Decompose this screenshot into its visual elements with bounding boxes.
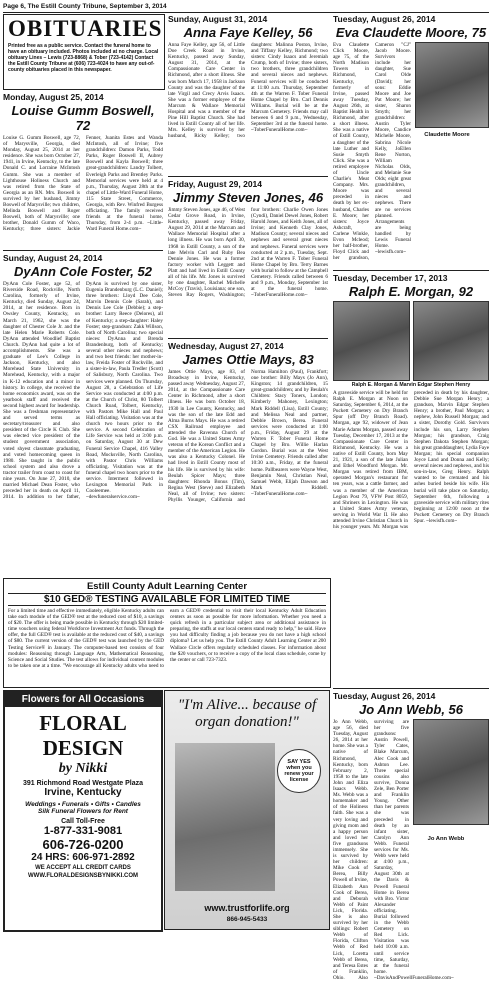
florist-tollfree-label: Call Toll-Free xyxy=(61,818,105,825)
obit-text: DyAnn Cole Foster, age 52, of Riverside Road, Rockville, North Carolina, formerly of Irvine, Kentucky, died Sunday, August 24, 2014, at her residence. Born in Owsley County, Kentucky, on March 21, 1962, she was the daughter of Chester Cole Jr. and the late Helen Marie Roberts Cole. DyAnn attended Woodlief Baptist Church. DyAnn had quite a lot of accomplishments. She was a graduate of Lee's College in Jackson, Kentucky, and also Morehead State University in Morehead, Kentucky, with a major in K-12 education and a minor in history. In college, she received the home economics award, was on the yearbook staff and received the second highest award for leadership. She was a freshman representative and served terms as secretary/treasurer and also president of the Circle K Club. She was elected vice president of the student government association, voted shyest classmate graduating, and voted homecoming queen in 1980. She taught in the public school system and also drove a tractor trailer from coast to coast for nine years. On June 27, 2010, she married Michael Dean Foster, who preceded her in death on April 11, 2014. In addition to her father, DyAnn is survived by one sister, Eugenia Brandenburg (L.C. Daniel); three brothers: Lloyd Dee Cole, Marvin Dennis Cole (Sarah), and Dennis Lee Cole (Debbie); a step-brother: Larry Reece (Delores), all of Kentucky; a step-daughter: Haley Foster; step-grandson: Zakk Willson, both of North Carolina; two special nieces: DyAnna and Brenda Brandenburg, both of Kentucky; several other nieces and nephews; and two best friends: her mother-in-law, Freida Foster of Rockville, and a sister-in-law, Paula Tredler (Scott) of Salisbury, North Carolina. Two services were planned. On Thursday, August 28, a Celebration of Life Service was conducted at 4:00 p.m. at the Church of Christ, 80 Tolbert Church Road, Tolbert, Kentucky, with Pastors Mike Hall and Paul Hall officiating. Visitation was at the church two hours prior to the service. A second Celebration of Life Service was held at 3:00 p.m. on Saturday, August 30 at Dew Funeral Service Chapel, 416 Valley Road, Mocksville, North Carolina, with Pastor Chris Williams officiating. Visitation was at the funeral chapel two hours prior to the service. Interment followed in Lexington Memorial Park in Cooleemee. ~dewfuneralservice.com~ xyxy=(3,281,163,501)
florist-local-phone: 606-726-0200 xyxy=(42,837,124,852)
florist-cards: WE ACCEPT ALL CREDIT CARDS xyxy=(35,865,131,871)
photo-caption-morgan: Ralph E. Morgan & Marvin Edgar Stephen Henry xyxy=(351,382,471,388)
obit-text: Eva Claudette Click Moore, age 75, of the North Madison Towers in Richmond, Kentucky, formerly of Irvine, passed away Tuesday, August 26th, at Baptist Health in Richmond, after a short illness. She was a native of Estill County, a daughter of the late Luther and Susie Smyth Click. She was a retired employee of Uncle Charlie's Meat Company. Mrs. Moore was preceded in death by her ex-husband, Charles E. Moore; her sisters: Joyce Ashcraft, Carlene Winkle, Evon Mcleod; her half-brother, Floyd Click and her grandson, Cameron "CJ" Jacob Moore. Survivors include her daughter, Sue Carol Olde (David); her sons: Eddie Moore and Joe Pat Moore; her sister, Sharon Smyth; her grandchildren: Austin Tyler Moore, Candice Michelle Moore, Sabrina Nicole Kelly, JoEllen Rene Norton, William Nicholas Olds, and Melanie Sue Olds; eight great grandchildren, and several nieces and nephews. There are no services planned. Arrangements are being handled by Lewis Funeral Home. ~lewisfh.com~ xyxy=(333,42,411,262)
organ-person-photo xyxy=(175,743,275,891)
obit-name: Jo Ann Webb, 56 xyxy=(358,702,463,717)
florist-subname: by Nikki xyxy=(58,761,108,776)
obituaries-notice: Printed free as a public service. Contact the funeral home to have an obituary included. Photos included at no charge. Local obituary Lines – Lewis (723-8868) & Tober (723-4142) Contact the Estill County Tribune at (606) 723-4024 to have any out-of-county obituaries placed in this newspaper. xyxy=(8,43,159,73)
organ-badge: SAY YES when you renew your license xyxy=(277,749,321,793)
photo-caption-moore: Claudette Moore xyxy=(424,132,470,138)
obit-date: Tuesday, December 17, 2013 xyxy=(333,273,448,283)
organ-website: www.trustforlife.org xyxy=(204,903,290,913)
obit-jones xyxy=(168,176,328,337)
obituaries-box xyxy=(3,14,165,90)
florist-services: Weddings • Funerals • Gifts • Candles xyxy=(25,801,141,808)
obit-text: James Ottie Mays, age 83, of Broadway in Irvine, Kentucky, passed away Wednesday, August 27, 2014, at the Compassionate Care Center in Richmond, after a short illness. He was born October 18, 1930 in Lee County, Kentucky, and was the son of the late Edd and Alma Burns Mays. He was a retired CSX Railroad employee and attended the Ravenna Church of God. He was a United States Army veteran of the Korean Conflict and a member of the American Legion. He was also a Kentucky Colonel. He had lived in Estill County most of his life. He is survived by his wife: Beulah Spicer Mays; three daughters: Rhonda Bonus (Tim), Regina West (Steve) and Elizabeth Neal, all of Irvine; two sisters: Phyllis Younger, California and Norma Hamilton (Paul), Frankfort; one brother: Billy Mays (Jo Ann), Kingston; 14 grandchildren, 15 great-grandchildren; and by Beulah's Children: Stacy Toners, London; Kimberly Mahoney, Lexington; Mark Riddell (Lisa), Estill County; and Melissa Neal and partner, Debbie Brown, Berea. Funeral services were conducted at 1:00 p.m., Friday, August 29 at the Warren F. Tober Funeral Home Chapel by Bro. Willie Harlan Gordon. Burial was at the West Irvine Cemetery. Friends called after 10:30 a.m., Friday, at the funeral home. Pallbearers were Wayne West, Benjamin Neal, Christian Neal, Samuel Webb, Elijah Dawson and Mark Riddell. ~ToberFuneralHome.com~ xyxy=(168,369,328,503)
obit-boswell xyxy=(3,92,163,248)
florist-city: Irvine, Kentucky xyxy=(44,787,122,798)
obit-date: Friday, August 29, 2014 xyxy=(168,179,263,189)
obit-date: Sunday, August 24, 2014 xyxy=(3,253,103,263)
obit-kelley xyxy=(168,14,328,174)
florist-ad xyxy=(3,690,163,932)
organ-donation-ad xyxy=(164,690,330,930)
obit-name: Ralph E. Morgan, 92 xyxy=(348,284,474,299)
obit-text: A graveside service will be held for Ralph E. Morgan at Noon on Saturday, September 6, 2014, at the Puckett Cemetery on Dry Branch Spur (off Dry Branch Road). Morgan, age 92, widower of Jean Marie Adams Morgan, passed away Tuesday, December 17, 2013 at the Compassionate Care Center in Richmond, Kentucky. He was a native of Estill County, born May 21, 1921, a son of the late Julian and Ethel Woodford Morgan. Mr. Morgan was retired from IBM, operated Morgan's restaurant for ten years, was a cattle farmer, and was a member of the American Legion Post 79, VFW Post 8059, and Shriners in Lexington. He was a United States Army veteran, serving in World War II. He also attended Irvine Christian Church in his younger years. Mr. Morgan was preceded in death by his daughter, Debbie Sue Morgan Henry; a grandson, Marvin Edgar Stephen Henry; a brother, Paul Morgan; a nephew, John Russell Morgan; and a sister, Dorothy Gold. Survivors include his son, Larry Stephen Morgan; his grandson, Craig Stephen Dakota Stephen Morgan; his great granddaughter, Lydia Faye Morgan; his special companion Joyce Land and Donna and Kelly; several nieces and nephews, and his son-in-law, Greg Henry. Ralph wanted to be cremated and his ashes buried beside his wife. His burial will take place on Saturday, September 6th, following a graveside service with military rites beginning at 12:00 noon at the Puckett Cemetery on Dry Branch Spur. ~lewisfh.com~ xyxy=(333,390,489,531)
organ-phone: 866-945-5433 xyxy=(226,916,268,923)
florist-tagline: Flowers for All Occasions xyxy=(5,692,161,707)
claudette-moore-photo xyxy=(415,42,489,128)
ged-org: Estill County Adult Learning Center xyxy=(86,581,248,592)
ged-headline: $10 GED® TESTING AVAILABLE FOR LIMITED TIME xyxy=(8,593,326,606)
ralph-morgan-photo xyxy=(333,301,410,381)
obit-name: Eva Claudette Moore, 75 xyxy=(335,25,487,40)
jo-ann-webb-photo xyxy=(413,719,489,825)
obit-morgan xyxy=(333,270,489,541)
obit-date: Sunday, August 31, 2014 xyxy=(168,14,268,24)
obit-foster xyxy=(3,250,163,575)
florist-name: FLORAL DESIGN xyxy=(39,711,127,760)
obit-name: James Ottie Mays, 83 xyxy=(182,352,314,367)
photo-caption-webb: Jo Ann Webb xyxy=(427,836,465,842)
obit-name: Anna Faye Kelley, 56 xyxy=(183,25,313,40)
obit-date: Wednesday, August 27, 2014 xyxy=(168,341,284,351)
page-header xyxy=(3,2,489,13)
obit-mays xyxy=(168,338,328,575)
obit-webb xyxy=(333,688,489,981)
obit-name: DyAnn Cole Foster, 52 xyxy=(14,264,152,279)
florist-tollfree-phone: 1-877-331-9081 xyxy=(43,825,123,837)
obit-name: Louise Gumm Boswell, 72 xyxy=(11,103,155,133)
obit-name: Jimmy Steven Jones, 46 xyxy=(172,190,324,205)
obit-text: Anna Faye Kelley, age 56, of Little Doe Creek Road in Irvine, Kentucky, passed away Sunday, August 31, 2014, at the Compassionate Care Center in Richmond, after a short illness. She was born March 17, 1958 in Jackson County and was the daughter of the late Virgil and Crecy Arvis Isaacs. She was a former employee of the Marcum & Wallace Memorial Hospital and was a member of the Pine Hill Baptist Church. She had lived in Estill County all of her life. Mrs. Kelley is survived by her husband, Ricky Kelley; two daughters: Malinna Poston, Irvine, and Tiffany Kelley, Richmond; two sisters: Cindy Isaacs and Jeremiah Crump, both of Irvine; three sisters, two brothers, three grandchildren and several nieces and nephews. Funeral services will be conducted at 11:00 a.m. Thursday, September 4th at the Warren F. Tober Funeral Home Chapel by Bro. Carl Dennis Williams. Burial will be at the Marcum Cemetery. Friends may call between 6 and 9 p.m., Wednesday, September 3rd at the funeral home. ~ToberFuneralHome.com~ xyxy=(168,42,328,140)
ged-ad xyxy=(3,578,331,688)
florist-24hr-phone: 24 HRS: 606-971-2892 xyxy=(31,852,135,863)
ged-text: For a limited time and effective immediately, eligible Kentucky adults can take each module of the GED® test at the reduced cost of $10, a savings of $20. The offer is being made possible in Kentucky through $20 limited-time vouchers using federal Workforce Investment Act funds. Through the offer, the full GED® test is available at the reduced cost of $40, a savings of $80. The current version of the GED® test was launched by the GED Testing Service® in January. The computer-based test consists of four modules: Reasoning through Language Arts, Mathematical Reasoning, Science and Social Studies. The test allows for individual content modules to be taken one at a time. "We encourage all Kentucky adults who need to earn a GED® credential to visit their local Kentucky Adult Education centers as soon as possible for more information. Whether you need a quick refresh in a particular subject area or additional assistance in preparing, the staffs at our local centers stand ready to help," he said. Have you had difficulty finding a job because you do not have a high school diploma? Let us help you. The Estill County Adult Learning Center at 200 Wallace Circle offers regularly scheduled classes. For information about the $20 vouchers, or to receive a copy of the local class schedule, come by the center or call 723-7323. xyxy=(8,608,326,669)
obit-text: Jimmy Steven Jones, age 46, of West Cedar Grove Road, in Irvine, Kentucky, passed away Friday, August 29, 2014 at the Marcum and Wallace Memorial Hospital after a long illness. He was born April 30, 1968 in Estill County, a son of the late Melvin Carl and Ruby Bea Dennie Jones. He was a former factory worker with Leggett and Platt and had lived in Estill County all of his life. Mr. Jones is survived by one daughter, Rachel Michelle McCoy (Travis), Louisiana; one son, Steven Ray Rogers, Washington; four brothers: Charlie Owen Jones (Cyndi), Daniel Dewel Jones, Robert Harold Jones, and Keith Jones, all of Irvine; and Kenneth Clay Jones, Madison County; several nieces and nephews and several great nieces and nephews. Funeral services were conducted at 2 p.m., Tuesday, Sept. 2nd at the Warren F. Tober Funeral Home Chapel by Bro. Terry Barnes with burial to follow at the Campbell Cemetery. Friends called between 6 and 9 p.m., Monday, September 1st at the funeral home. ~ToberFuneralHome.com~ xyxy=(168,207,328,299)
obit-date: Tuesday, August 26, 2014 xyxy=(333,691,436,701)
florist-address: 391 Richmond Road Westgate Plaza xyxy=(22,780,144,787)
obit-text: Jo Ann Webb, age 56, died Tuesday, August 26, 2014 at her home. She was a native of Richmond, Kentucky, born February 2, 1958 to the late John and Eliza Isaacs Webb. Ms. Webb was a homemaker and of the Holiness faith. She was a very loving and giving mom and a happy person and loved her five grandsons immensely. She is survived by her children: Mike Cook of Berea, Billy Powell of Irvine, Elizabeth Ann Cook of Berea, and Deborah Webb of Paint Lick, Florida. She is also survived by her siblings: Robert Webb of Florida, Clifton Webb of Red Lick, Loretta Webb of Berea, and Teresa Estes of Franklin, Ohio. Also surviving are her five grandsons: Austin Powell, Tyler Cates, Blake Marcum, Alec Cook and Ashton Lee. Three special cousins also survive, Donna Zele, Ben Porter and Franklin Young. Other than her parents she was preceded in death by an infant sister, Carolyn Ann Webb. Funeral services for Ms. Webb were held at 4:00 p.m., Saturday, August 30th at the Davis & Powell Funeral Home in Berea with Bro. Victor Alexander officiating. Burial followed in the Webb Cemetery on Red Lick. Visitation was held 10:00 a.m. until service time, Saturday, at the funeral home. ~DavisAndPowellFuneralHome.com~ xyxy=(333,719,454,981)
obit-date: Monday, August 25, 2014 xyxy=(3,92,104,102)
page-header-text: Page 6, The Estill County Tribune, September 3, 2014 xyxy=(3,3,167,10)
obit-text: Louise G. Gumm Boswell, age 72, of Marysville, Georgia, died Monday, August 25, 2014 at her residence. She was born October 27, 1941, in Irvine, Kentucky, to the late Donald C. and Lorraine McIntosh Gumm. She was a member of Lighthouse Holiness Church and was retired from the State of Georgia as an RN. Mrs. Boswell is survived by her husband, Jimmy Boswell of Marysville; two children, Melinda Boswell and Roger Boswell, both of Marysville; one brother, Donald Gumm of Waco, Kentucky; three sisters: Jackie Fenner, Juanita Estes and Wanda McIntosh, all of Irvine; five grandchildren: Damon Parks, Todd Parks, Roger Boswell II, Aubrey Boswell and Kayla Boswell; three great-grandchildren: Landry Tolbert, Everleigh Parks and Brentley Parks. Memorial services were held at 4 p.m., Thursday, August 28th at the chapel of Little-Ward Funeral Home, 115 State Street, Commerce, Georgia, with Rev. Winfred Burgess officiating. The family received friends at the funeral home, Thursday, from 2-4 p.m. ~Little-Ward Funeral Home.com~ xyxy=(3,135,163,233)
florist-website: WWW.FLORALDESIGNSBYNIKKI.COM xyxy=(28,873,138,879)
obit-date: Tuesday, August 26, 2014 xyxy=(333,14,436,24)
obituaries-title: OBITUARIES xyxy=(8,16,163,41)
florist-rentals: Silk Funeral Flowers for Rent xyxy=(38,808,128,815)
organ-quote: "I'm Alive... because of organ donation!" xyxy=(177,697,317,730)
obit-moore xyxy=(333,14,489,268)
marvin-henry-photo xyxy=(413,301,490,381)
